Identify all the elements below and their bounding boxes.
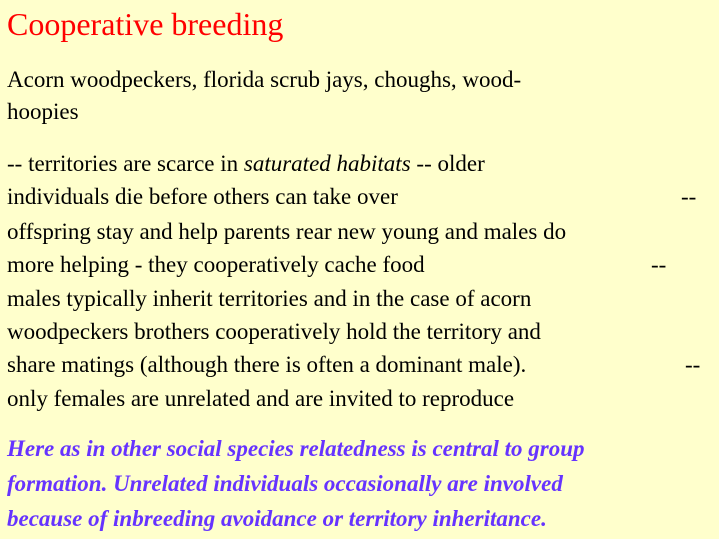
conclusion-line-3: because of inbreeding avoidance or territory inheritance. [7, 506, 547, 531]
conclusion-line-2: formation. Unrelated individuals occasionally are involved [7, 471, 563, 496]
body-line-1-end: -- older [410, 151, 485, 176]
body-line-4: more helping - they cooperatively cache food [7, 252, 425, 277]
separator-dash-2: -- [651, 252, 667, 277]
intro-line-2: hoopies [7, 99, 79, 124]
body-line-3: offspring stay and help parents rear new young and males do [7, 219, 567, 244]
body-line-6: woodpeckers brothers cooperatively hold the territory and [7, 319, 541, 344]
body-line-7: share matings (although there is often a dominant male). [7, 352, 527, 377]
body-line-1-start: -- territories are scarce in [7, 151, 244, 176]
body-line-1 [7, 149, 485, 179]
saturated-habitats-emphasis: saturated habitats [243, 151, 411, 176]
separator-dash-1: -- [681, 184, 697, 209]
separator-dash-3: -- [685, 352, 701, 377]
intro-line-1: Acorn woodpeckers, florida scrub jays, choughs, wood- [7, 67, 522, 92]
conclusion-line-1: Here as in other social species relatedness is central to group [7, 436, 585, 461]
slide-title: Cooperative breeding [7, 6, 284, 42]
body-line-2: individuals die before others can take over [7, 184, 398, 209]
body-line-5: males typically inherit territories and in the case of acorn [7, 286, 532, 311]
body-line-8: only females are unrelated and are invited to reproduce [7, 386, 515, 411]
